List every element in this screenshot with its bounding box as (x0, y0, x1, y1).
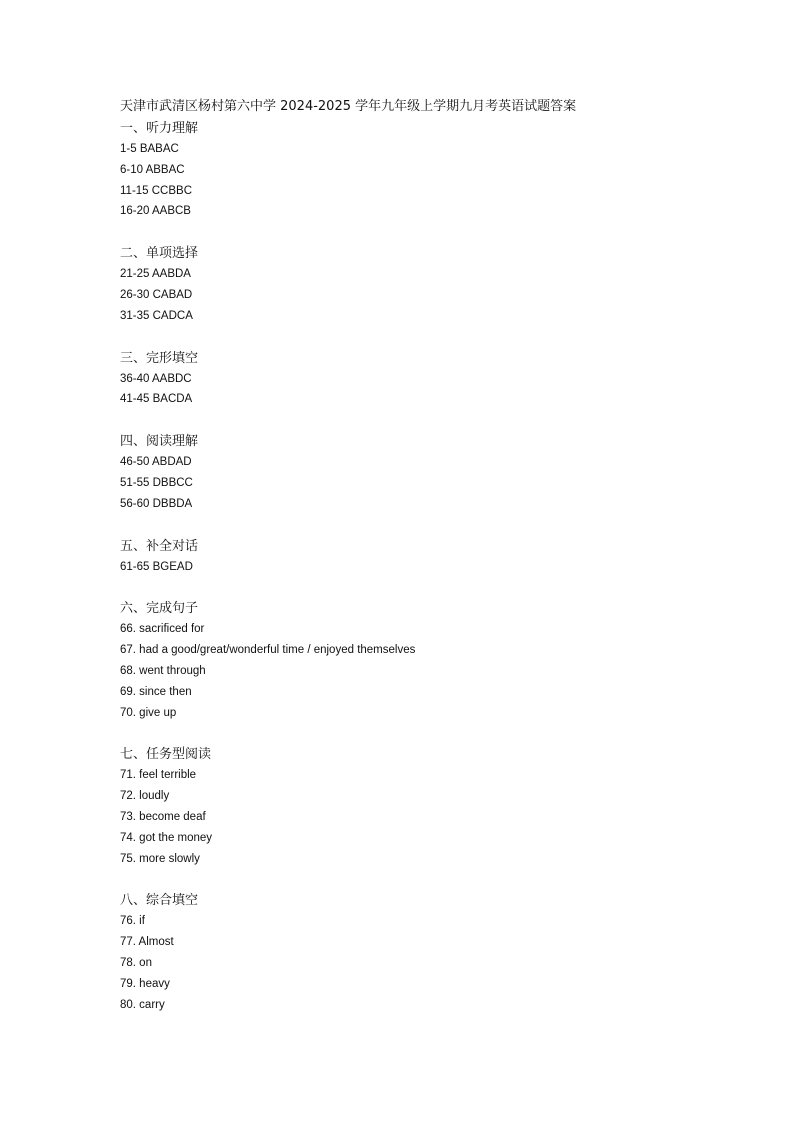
answer-line: 51-55 DBBCC (120, 476, 193, 489)
section-reading (120, 431, 680, 514)
answer-document (120, 96, 680, 1015)
answer-line: 71. feel terrible (120, 769, 197, 782)
section-heading: 六、完成句子 (120, 601, 199, 617)
section-sentences (120, 598, 680, 723)
answer-line: 46-50 ABDAD (120, 456, 192, 469)
answer-line: 26-30 CABAD (120, 288, 193, 301)
section-heading: 八、综合填空 (120, 893, 199, 909)
answer-line: 72. loudly (120, 790, 170, 803)
answer-line: 73. become deaf (120, 810, 206, 823)
section-heading: 四、阅读理解 (120, 434, 199, 450)
answer-line: 61-65 BGEAD (120, 560, 193, 573)
answer-line: 79. heavy (120, 977, 170, 990)
section-single-choice (120, 243, 680, 326)
section-heading: 五、补全对话 (120, 538, 199, 554)
section-cloze (120, 348, 680, 411)
answer-line: 66. sacrificed for (120, 623, 205, 636)
section-heading: 二、单项选择 (120, 246, 199, 262)
answer-line: 16-20 AABCB (120, 205, 191, 218)
answer-line: 36-40 AABDC (120, 372, 192, 385)
answer-line: 31-35 CADCA (120, 309, 193, 322)
answer-line: 6-10 ABBAC (120, 163, 185, 176)
section-heading: 七、任务型阅读 (120, 747, 212, 763)
section-listening (120, 118, 680, 222)
answer-line: 80. carry (120, 998, 165, 1011)
answer-line: 76. if (120, 915, 145, 928)
answer-line: 69. since then (120, 685, 192, 698)
answer-line: 1-5 BABAC (120, 143, 179, 155)
answer-line: 68. went through (120, 664, 206, 677)
answer-line: 75. more slowly (120, 852, 200, 865)
answer-line: 77. Almost (120, 936, 174, 949)
section-dialogue (120, 536, 680, 578)
answer-line: 70. give up (120, 706, 177, 719)
section-comprehensive-fill (120, 890, 680, 1015)
answer-line: 67. had a good/great/wonderful time / enjoyed themselves (120, 644, 416, 657)
answer-line: 11-15 CCBBC (120, 184, 193, 197)
answer-line: 41-45 BACDA (120, 393, 193, 406)
section-task-reading (120, 744, 680, 869)
document-title: 天津市武清区杨村第六中学 2024-2025 学年九年级上学期九月考英语试题答案 (120, 99, 577, 114)
section-heading: 三、完形填空 (120, 350, 199, 366)
answer-line: 56-60 DBBDA (120, 497, 193, 510)
answer-line: 78. on (120, 956, 152, 969)
answer-line: 74. got the money (120, 831, 213, 844)
section-heading: 一、听力理解 (120, 121, 199, 136)
answer-line: 21-25 AABDA (120, 268, 191, 281)
